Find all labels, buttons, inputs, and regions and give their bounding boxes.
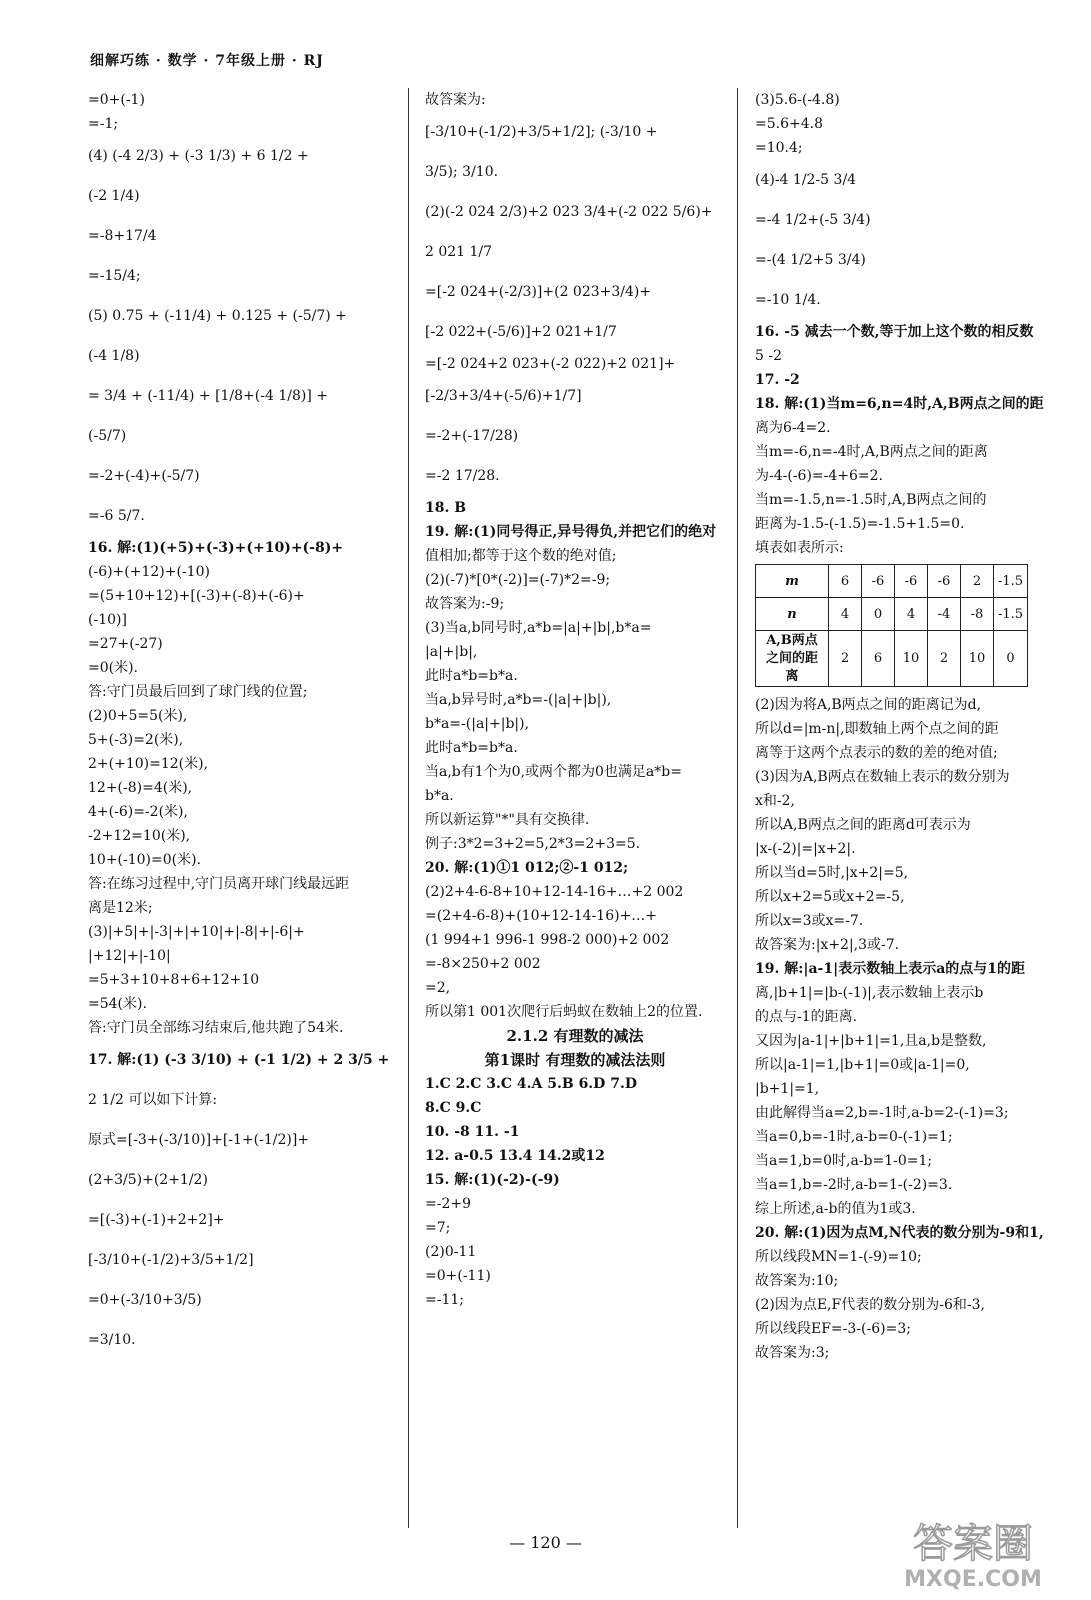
text-line: 答:守门员全部练习结束后,他共跑了54米. bbox=[88, 1020, 344, 1036]
text-line: (4)-4 1/2-5 3/4 bbox=[755, 172, 857, 188]
watermark-url: MXQE.COM bbox=[904, 1567, 1042, 1592]
text-line: =0+(-1) bbox=[88, 92, 145, 108]
distance-table bbox=[755, 564, 1028, 687]
text-line: =-4 1/2+(-5 3/4) bbox=[755, 212, 871, 228]
table-row bbox=[756, 631, 1028, 687]
text-line: 所以线段EF=-3-(-6)=3; bbox=[755, 1321, 911, 1337]
table-cell: -6 bbox=[862, 565, 895, 598]
table-header: n bbox=[756, 598, 829, 631]
text-line: (2)0+5=5(米), bbox=[88, 708, 188, 724]
page-number: — 120 — bbox=[509, 1533, 582, 1552]
question-16: 16. -5 减去一个数,等于加上这个数的相反数 bbox=[755, 324, 1034, 340]
text-line: =27+(-27) bbox=[88, 636, 163, 652]
text-line: 所以x+2=5或x+2=-5, bbox=[755, 889, 905, 905]
text-line: (2)2+4-6-8+10+12-14-16+…+2 002 bbox=[425, 884, 684, 900]
text-line: 2 1/2 可以如下计算: bbox=[88, 1092, 218, 1108]
text-line: |a|+|b|, bbox=[425, 644, 478, 660]
table-cell: 10 bbox=[895, 631, 928, 687]
table-cell: 0 bbox=[862, 598, 895, 631]
text-line: (2)因为将A,B两点之间的距离记为d, bbox=[755, 697, 982, 713]
table-cell: -1.5 bbox=[994, 598, 1028, 631]
text-line: =-(4 1/2+5 3/4) bbox=[755, 252, 866, 268]
text-line: =0+(-11) bbox=[425, 1268, 491, 1284]
text-line: =-8+17/4 bbox=[88, 228, 157, 244]
text-line: 所以|a-1|=1,|b+1|=0或|a-1|=0, bbox=[755, 1057, 970, 1073]
text-line: 填表如表所示: bbox=[755, 540, 844, 556]
text-line: 故答案为:-9; bbox=[425, 596, 505, 612]
table-cell: -6 bbox=[895, 565, 928, 598]
text-line: =-15/4; bbox=[88, 268, 141, 284]
text-line: (-2 1/4) bbox=[88, 188, 140, 204]
text-line: -2+12=10(米), bbox=[88, 828, 191, 844]
text-line: 此时a*b=b*a. bbox=[425, 740, 518, 756]
text-line: =-2+9 bbox=[425, 1196, 472, 1212]
text-line: =7; bbox=[425, 1220, 451, 1236]
text-line: 当a,b异号时,a*b=-(|a|+|b|), bbox=[425, 692, 612, 708]
text-line: 为-4-(-6)=-4+6=2. bbox=[755, 468, 884, 484]
table-cell: 0 bbox=[994, 631, 1028, 687]
table-cell: 2 bbox=[829, 631, 862, 687]
text-line: (4) (-4 2/3) + (-3 1/3) + 6 1/2 + bbox=[88, 148, 309, 164]
text-line: =[-2 024+(-2/3)]+(2 023+3/4)+ bbox=[425, 284, 652, 300]
text-line: =-2 17/28. bbox=[425, 468, 500, 484]
text-line: 所以当d=5时,|x+2|=5, bbox=[755, 865, 909, 881]
text-line: (1 994+1 996-1 998-2 000)+2 002 bbox=[425, 932, 670, 948]
text-line: (5) 0.75 + (-11/4) + 0.125 + (-5/7) + bbox=[88, 308, 347, 324]
text-line: 12+(-8)=4(米), bbox=[88, 780, 193, 796]
table-cell: 2 bbox=[928, 631, 961, 687]
answers-1-7: 1.C 2.C 3.C 4.A 5.B 6.D 7.D bbox=[425, 1076, 637, 1092]
text-line: = 3/4 + (-11/4) + [1/8+(-4 1/8)] + bbox=[88, 388, 328, 404]
text-line: (2)(-2 024 2/3)+2 023 3/4+(-2 022 5/6)+ bbox=[425, 204, 713, 220]
text-line: b*a. bbox=[425, 788, 454, 804]
text-line: (2)0-11 bbox=[425, 1244, 477, 1260]
table-row bbox=[756, 598, 1028, 631]
table-cell: -4 bbox=[928, 598, 961, 631]
text-line: (3)5.6-(-4.8) bbox=[755, 92, 840, 108]
text-line: 所以新运算"*"具有交换律. bbox=[425, 812, 590, 828]
text-line: [-3/10+(-1/2)+3/5+1/2]; (-3/10 + bbox=[425, 124, 658, 140]
text-line: 此时a*b=b*a. bbox=[425, 668, 518, 684]
text-line: 2 021 1/7 bbox=[425, 244, 493, 260]
text-line: (2)(-7)*[0*(-2)]=(-7)*2=-9; bbox=[425, 572, 611, 588]
column-1 bbox=[88, 88, 393, 1360]
text-line: 值相加;都等于这个数的绝对值; bbox=[425, 548, 617, 564]
lesson-title: 第1课时 有理数的减法法则 bbox=[484, 1051, 666, 1069]
column-divider-right bbox=[737, 88, 738, 1528]
text-line: 故答案为:3; bbox=[755, 1345, 830, 1361]
text-line: 故答案为: bbox=[425, 92, 486, 108]
text-line: 离,|b+1|=|b-(-1)|,表示数轴上表示b bbox=[755, 985, 984, 1001]
text-line: 当a=1,b=0时,a-b=1-0=1; bbox=[755, 1153, 933, 1169]
answers-12-14: 12. a-0.5 13.4 14.2或12 bbox=[425, 1148, 605, 1164]
text-line: 的点与-1的距离. bbox=[755, 1009, 858, 1025]
text-line: 例子:3*2=3+2=5,2*3=2+3=5. bbox=[425, 836, 641, 852]
answers-10-11: 10. -8 11. -1 bbox=[425, 1124, 520, 1140]
text-line: 故答案为:|x+2|,3或-7. bbox=[755, 937, 900, 953]
text-line: =-11; bbox=[425, 1292, 464, 1308]
text-line: |+12|+|-10| bbox=[88, 948, 171, 964]
column-2 bbox=[425, 88, 725, 1312]
text-line: 所以x=3或x=-7. bbox=[755, 913, 864, 929]
text-line: =-1; bbox=[88, 116, 119, 132]
table-header: A,B两点之间的距离 bbox=[756, 631, 829, 687]
text-line: [-3/10+(-1/2)+3/5+1/2] bbox=[88, 1252, 254, 1268]
question-17: 17. 解:(1) (-3 3/10) + (-1 1/2) + 2 3/5 + bbox=[88, 1052, 390, 1068]
text-line: 又因为|a-1|+|b+1|=1,且a,b是整数, bbox=[755, 1033, 987, 1049]
text-line: =-2+(-4)+(-5/7) bbox=[88, 468, 200, 484]
text-line: =3/10. bbox=[88, 1332, 136, 1348]
text-line: =5.6+4.8 bbox=[755, 116, 823, 132]
table-cell: 6 bbox=[862, 631, 895, 687]
section-title: 2.1.2 有理数的减法 bbox=[506, 1027, 644, 1045]
text-line: 2+(+10)=12(米), bbox=[88, 756, 209, 772]
text-line: 当a=1,b=-2时,a-b=1-(-2)=3. bbox=[755, 1177, 953, 1193]
text-line: =-10 1/4. bbox=[755, 292, 821, 308]
question-19: 19. 解:(1)同号得正,异号得负,并把它们的绝对 bbox=[425, 524, 717, 540]
text-line: 所以A,B两点之间的距离d可表示为 bbox=[755, 817, 971, 833]
text-line: (3)因为A,B两点在数轴上表示的数分别为 bbox=[755, 769, 1010, 785]
text-line: [-2/3+3/4+(-5/6)+1/7] bbox=[425, 388, 582, 404]
text-line: 当a=0,b=-1时,a-b=0-(-1)=1; bbox=[755, 1129, 953, 1145]
text-line: =[-2 024+2 023+(-2 022)+2 021]+ bbox=[425, 356, 676, 372]
text-line: 当a,b有1个为0,或两个都为0也满足a*b= bbox=[425, 764, 682, 780]
text-line: b*a=-(|a|+|b|), bbox=[425, 716, 530, 732]
text-line: 综上所述,a-b的值为1或3. bbox=[755, 1201, 916, 1217]
text-line: =-8×250+2 002 bbox=[425, 956, 541, 972]
text-line: =54(米). bbox=[88, 996, 147, 1012]
text-line: =5+3+10+8+6+12+10 bbox=[88, 972, 260, 988]
question-16: 16. 解:(1)(+5)+(-3)+(+10)+(-8)+ bbox=[88, 540, 344, 556]
text-line: 原式=[-3+(-3/10)]+[-1+(-1/2)]+ bbox=[88, 1132, 310, 1148]
watermark-logo bbox=[873, 1512, 1073, 1592]
text-line: 当m=-1.5,n=-1.5时,A,B两点之间的 bbox=[755, 492, 987, 508]
text-line: 离等于这两个点表示的数的差的绝对值; bbox=[755, 745, 998, 761]
table-cell: 4 bbox=[895, 598, 928, 631]
text-line: 由此解得当a=2,b=-1时,a-b=2-(-1)=3; bbox=[755, 1105, 1009, 1121]
text-line: x和-2, bbox=[755, 793, 795, 809]
text-line: (3)当a,b同号时,a*b=|a|+|b|,b*a= bbox=[425, 620, 652, 636]
text-line: |x-(-2)|=|x+2|. bbox=[755, 841, 856, 857]
text-line: 当m=-6,n=-4时,A,B两点之间的距离 bbox=[755, 444, 988, 460]
table-cell: 6 bbox=[829, 565, 862, 598]
question-20: 20. 解:(1)①1 012;②-1 012; bbox=[425, 860, 629, 876]
text-line: 所以线段MN=1-(-9)=10; bbox=[755, 1249, 922, 1265]
table-cell: 4 bbox=[829, 598, 862, 631]
text-line: =0(米). bbox=[88, 660, 139, 676]
text-line: 故答案为:10; bbox=[755, 1273, 839, 1289]
text-line: =10.4; bbox=[755, 140, 803, 156]
text-line: =[(-3)+(-1)+2+2]+ bbox=[88, 1212, 225, 1228]
text-line: =(2+4-6-8)+(10+12-14-16)+…+ bbox=[425, 908, 658, 924]
table-header: m bbox=[756, 565, 829, 598]
table-cell: 10 bbox=[961, 631, 994, 687]
text-line: |b+1|=1, bbox=[755, 1081, 820, 1097]
text-line: 5 -2 bbox=[755, 348, 782, 364]
text-line: [-2 022+(-5/6)]+2 021+1/7 bbox=[425, 324, 617, 340]
answers-8-9: 8.C 9.C bbox=[425, 1100, 482, 1116]
question-18: 18. B bbox=[425, 500, 467, 516]
table-cell: -1.5 bbox=[994, 565, 1028, 598]
text-line: =0+(-3/10+3/5) bbox=[88, 1292, 202, 1308]
text-line: 4+(-6)=-2(米), bbox=[88, 804, 188, 820]
text-line: 所以d=|m-n|,即数轴上两个点之间的距 bbox=[755, 721, 999, 737]
table-cell: 2 bbox=[961, 565, 994, 598]
text-line: (-4 1/8) bbox=[88, 348, 140, 364]
text-line: 答:在练习过程中,守门员离开球门线最远距 bbox=[88, 876, 350, 892]
text-line: 5+(-3)=2(米), bbox=[88, 732, 184, 748]
text-line: (2)因为点E,F代表的数分别为-6和-3, bbox=[755, 1297, 985, 1313]
text-line: (2+3/5)+(2+1/2) bbox=[88, 1172, 208, 1188]
text-line: 离是12米; bbox=[88, 900, 153, 916]
text-line: =(5+10+12)+[(-3)+(-8)+(-6)+ bbox=[88, 588, 305, 604]
text-line: (-6)+(+12)+(-10) bbox=[88, 564, 210, 580]
question-20: 20. 解:(1)因为点M,N代表的数分别为-9和1, bbox=[755, 1225, 1044, 1241]
column-3 bbox=[755, 88, 1055, 1365]
table-cell: -8 bbox=[961, 598, 994, 631]
text-line: =-2+(-17/28) bbox=[425, 428, 519, 444]
question-18: 18. 解:(1)当m=6,n=4时,A,B两点之间的距 bbox=[755, 396, 1044, 412]
text-line: =2, bbox=[425, 980, 451, 996]
text-line: 离为6-4=2. bbox=[755, 420, 831, 436]
text-line: (-10)] bbox=[88, 612, 127, 628]
table-cell: -6 bbox=[928, 565, 961, 598]
text-line: (3)|+5|+|-3|+|+10|+|-8|+|-6|+ bbox=[88, 924, 305, 940]
question-15: 15. 解:(1)(-2)-(-9) bbox=[425, 1172, 560, 1188]
text-line: 3/5); 3/10. bbox=[425, 164, 499, 180]
text-line: 10+(-10)=0(米). bbox=[88, 852, 202, 868]
watermark-text: 答案圈 bbox=[913, 1521, 1033, 1567]
column-divider-left bbox=[408, 88, 409, 1528]
table-row bbox=[756, 565, 1028, 598]
text-line: 距离为-1.5-(-1.5)=-1.5+1.5=0. bbox=[755, 516, 965, 532]
text-line: (-5/7) bbox=[88, 428, 127, 444]
text-line: 所以第1 001次爬行后蚂蚁在数轴上2的位置. bbox=[425, 1004, 703, 1020]
text-line: =-6 5/7. bbox=[88, 508, 145, 524]
question-19: 19. 解:|a-1|表示数轴上表示a的点与1的距 bbox=[755, 961, 1026, 977]
text-line: 答:守门员最后回到了球门线的位置; bbox=[88, 684, 308, 700]
question-17: 17. -2 bbox=[755, 372, 800, 388]
running-header: 细解巧练 · 数学 · 7年级上册 · RJ bbox=[90, 53, 324, 69]
